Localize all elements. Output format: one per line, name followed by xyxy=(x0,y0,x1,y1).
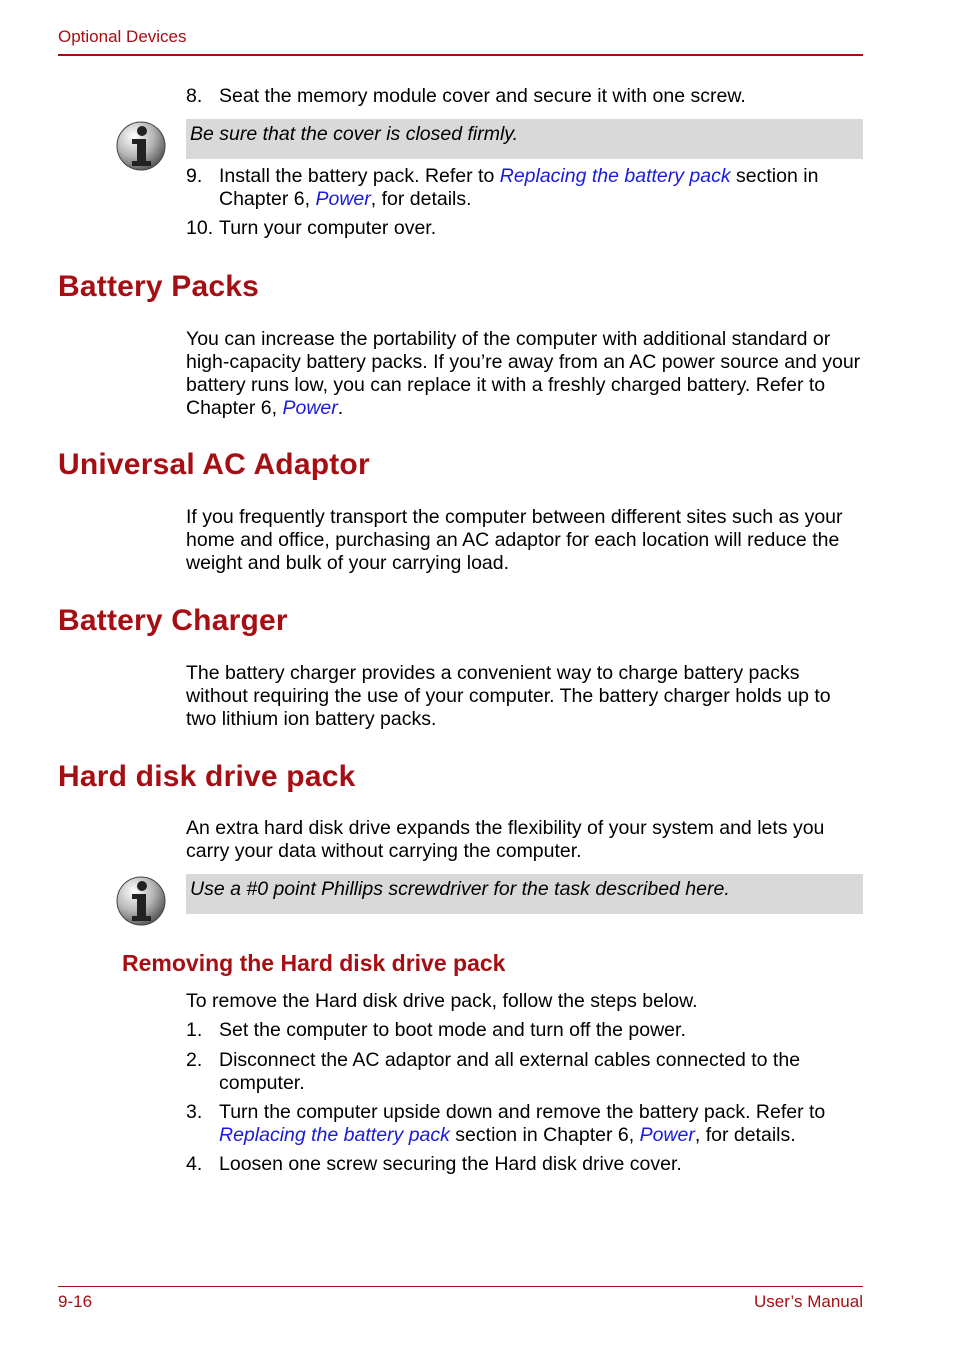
step-number: 4. xyxy=(186,1153,203,1175)
link-power[interactable]: Power xyxy=(315,188,371,210)
link-power[interactable]: Power xyxy=(282,397,338,419)
removing-step-3 xyxy=(186,1101,863,1147)
step-text xyxy=(219,165,863,211)
removing-step-2 xyxy=(186,1049,863,1095)
note-box xyxy=(186,119,863,159)
step-text-part: Install the battery pack. Refer to xyxy=(219,165,500,187)
info-icon xyxy=(115,120,167,172)
heading-battery-packs: Battery Packs xyxy=(58,270,260,303)
subheading-removing-hdd-pack: Removing the Hard disk drive pack xyxy=(122,950,506,976)
step-text-part: section in Chapter 6, xyxy=(449,1124,640,1146)
running-header: Optional Devices xyxy=(58,27,187,46)
step-text: Disconnect the AC adaptor and all external cables connected to the computer. xyxy=(219,1049,801,1094)
heading-universal-ac-adaptor: Universal AC Adaptor xyxy=(58,448,370,481)
step-text: Turn your computer over. xyxy=(219,217,437,239)
step-text xyxy=(219,1101,863,1147)
link-replacing-battery-pack[interactable]: Replacing the battery pack xyxy=(499,165,731,187)
link-replacing-battery-pack[interactable]: Replacing the battery pack xyxy=(219,1124,450,1146)
step-text: Seat the memory module cover and secure it with one screw. xyxy=(219,85,746,107)
step-number: 3. xyxy=(186,1101,203,1123)
removing-step-1 xyxy=(186,1019,863,1042)
step-number: 10. xyxy=(186,217,214,239)
footer-rule xyxy=(58,1286,863,1287)
heading-hard-disk-drive-pack: Hard disk drive pack xyxy=(58,760,356,793)
ac-adaptor-paragraph: If you frequently transport the computer between different sites such as your home and office, purchasing an AC adaptor for each location will reduce the weight and bulk of your carrying load. xyxy=(186,506,843,574)
battery-packs-paragraph xyxy=(186,328,866,420)
hdd-pack-paragraph: An extra hard disk drive expands the flexibility of your system and lets you carry your data without carrying the computer. xyxy=(186,817,825,862)
removing-intro: To remove the Hard disk drive pack, follow the steps below. xyxy=(186,990,698,1012)
info-icon xyxy=(115,875,167,927)
step-number: 2. xyxy=(186,1049,203,1071)
step-number: 8. xyxy=(186,85,203,107)
heading-battery-charger: Battery Charger xyxy=(58,604,288,637)
note-text: Use a #0 point Phillips screwdriver for the task described here. xyxy=(190,878,730,900)
step-9 xyxy=(186,165,863,211)
battery-charger-paragraph: The battery charger provides a convenient way to charge battery packs without requiring the use of your computer. The battery charger holds up to two lithium ion battery packs. xyxy=(186,662,831,730)
step-text-part: , for details. xyxy=(694,1124,796,1146)
step-8 xyxy=(186,85,863,108)
link-power[interactable]: Power xyxy=(639,1124,695,1146)
note-text: Be sure that the cover is closed firmly. xyxy=(190,123,519,145)
page-number: 9-16 xyxy=(58,1292,93,1311)
removing-step-4 xyxy=(186,1153,863,1176)
step-number: 1. xyxy=(186,1019,203,1041)
paragraph-text: You can increase the portability of the computer with additional standard or high-capacity battery packs. If you’re away from an AC power source and your battery runs low, you can replace it with a freshly charged battery. Refer to Chapter 6, xyxy=(186,328,861,419)
step-text: Loosen one screw securing the Hard disk drive cover. xyxy=(219,1153,682,1175)
footer-manual-title: User’s Manual xyxy=(754,1292,863,1311)
step-text: Set the computer to boot mode and turn off the power. xyxy=(219,1019,686,1041)
note-box xyxy=(186,874,863,914)
paragraph-text: . xyxy=(337,397,344,419)
step-text-part: Turn the computer upside down and remove the battery pack. Refer to xyxy=(219,1101,826,1123)
step-text-part: , for details. xyxy=(370,188,472,210)
step-text-part: section in Chapter 6, xyxy=(219,165,819,210)
step-number: 9. xyxy=(186,165,203,187)
header-rule xyxy=(58,54,863,56)
step-10 xyxy=(186,217,863,240)
